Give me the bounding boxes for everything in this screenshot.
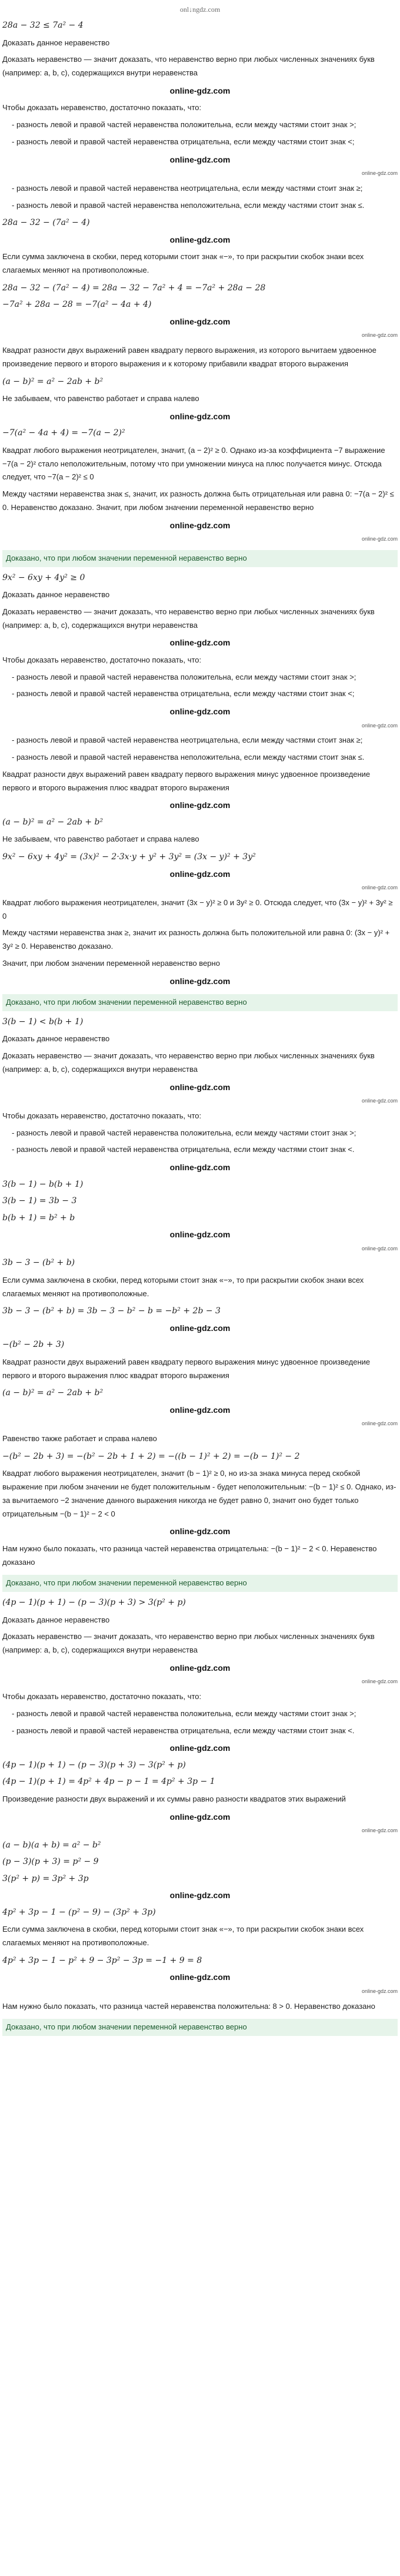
watermark-small: online-gdz.com	[361, 722, 398, 729]
watermark: online-gdz.com	[169, 1743, 231, 1753]
watermark: online-gdz.com	[169, 638, 231, 648]
text-line: Если сумма заключена в скобки, перед которыми стоит знак «−», то при раскрытии скобок знаки всех слагаемых меняют на противоположные.	[2, 1275, 364, 1298]
bullet-item: - разность левой и правой частей неравенства неположительна, если между частями стоит знак ≤.	[12, 751, 398, 764]
watermark: online-gdz.com	[169, 1663, 231, 1673]
task-header: Доказано, что при любом значении переменной неравенство верно	[2, 994, 398, 1011]
text-line: Чтобы доказать неравенство, достаточно показать, что:	[2, 1692, 202, 1701]
bullet-item: - разность левой и правой частей неравенства положительна, если между частями стоит знак >;	[12, 1707, 398, 1721]
bullet-item: - разность левой и правой частей неравенства отрицательна, если между частями стоит знак <.	[12, 1143, 398, 1157]
task-header: Доказано, что при любом значении переменной неравенство верно	[2, 2019, 398, 2036]
watermark-small: online-gdz.com	[361, 1988, 398, 1994]
math-line: −(b² − 2b + 3) = −(b² − 2b + 1 + 2) = −((b − 1)² + 2) = −(b − 1)² − 2	[2, 1451, 300, 1461]
math-line: b(b + 1) = b² + b	[2, 1213, 75, 1223]
text-line: Нам нужно было показать, что разница частей неравенства положительна: 8 > 0. Неравенство доказано	[2, 2001, 375, 2011]
text-line: Доказать данное неравенство	[2, 590, 110, 599]
proof-section	[2, 1575, 398, 2013]
text-line: Доказать неравенство — значит доказать, что неравенство верно при любых численных значениях букв (например: a, b, c), содержащихся внутри неравенства	[2, 607, 375, 630]
watermark: online-gdz.com	[169, 85, 231, 95]
math-line: −7(a² − 4a + 4) = −7(a − 2)²	[2, 428, 125, 438]
math-line: 3b − 3 − (b² + b)	[2, 1258, 75, 1268]
watermark: online-gdz.com	[169, 1163, 231, 1172]
math-line: 3(b − 1) < b(b + 1)	[2, 1017, 84, 1027]
text-line: Чтобы доказать неравенство, достаточно показать, что:	[2, 1111, 202, 1120]
watermark: online-gdz.com	[169, 1527, 231, 1537]
watermark-small: online-gdz.com	[361, 536, 398, 542]
math-line: (a − b)² = a² − 2ab + b²	[2, 817, 104, 827]
text-line: Произведение разности двух выражений и их суммы равно разности квадратов этих выражений	[2, 1794, 346, 1803]
math-line: 3(b − 1) − b(b + 1)	[2, 1179, 84, 1189]
math-line: 3(p² + p) = 3p² + 3p	[2, 1873, 89, 1883]
text-line: Доказать данное неравенство	[2, 1034, 110, 1044]
text-line: Если сумма заключена в скобки, перед которыми стоит знак «−», то при раскрытии скобок знаки всех слагаемых меняют на противоположные.	[2, 252, 364, 274]
bullet-item: - разность левой и правой частей неравенства отрицательна, если между частями стоит знак <;	[12, 687, 398, 701]
watermark: online-gdz.com	[169, 411, 231, 421]
proof-section	[2, 18, 398, 544]
math-line: −7a² + 28a − 28 = −7(a² − 4a + 4)	[2, 300, 152, 310]
text-line: Значит, при любом значении переменной неравенство верно	[2, 958, 220, 968]
math-line: −(b² − 2b + 3)	[2, 1340, 65, 1350]
site-logo: onl↓ngdz.com	[179, 5, 221, 14]
watermark: online-gdz.com	[169, 1323, 231, 1333]
text-line: Если сумма заключена в скобки, перед которыми стоит знак «−», то при раскрытии скобок знаки всех слагаемых меняют на противоположные.	[2, 1925, 364, 1947]
math-line: 28a − 32 − (7a² − 4)	[2, 218, 90, 228]
proof-section	[2, 994, 398, 1569]
text-line: Доказать неравенство — значит доказать, что неравенство верно при любых численных значениях букв (например: a, b, c), содержащихся внутри неравенства	[2, 1632, 375, 1654]
math-line: 4p² + 3p − 1 − (p² − 9) − (3p² + 3p)	[2, 1907, 156, 1917]
math-line: 3(b − 1) = 3b − 3	[2, 1196, 77, 1206]
text-line: Квадрат любого выражения неотрицателен, значит (3x − y)² ≥ 0 и 3y² ≥ 0. Отсюда следует, что (3x − y)² + 3y² ≥ 0	[2, 898, 393, 921]
bullet-item: - разность левой и правой частей неравенства неположительна, если между частями стоит знак ≤.	[12, 199, 398, 213]
watermark: online-gdz.com	[169, 1082, 231, 1092]
math-line: (a − b)(a + b) = a² − b²	[2, 1840, 101, 1850]
bullet-item: - разность левой и правой частей неравенства отрицательна, если между частями стоит знак <;	[12, 135, 398, 149]
proof-section	[2, 550, 398, 988]
watermark: online-gdz.com	[169, 1812, 231, 1822]
watermark-small: online-gdz.com	[361, 170, 398, 176]
math-line: (a − b)² = a² − 2ab + b²	[2, 1388, 104, 1398]
math-line: 28a − 32 − (7a² − 4) = 28a − 32 − 7a² + 4 = −7a² + 28a − 28	[2, 283, 266, 293]
watermark-small: online-gdz.com	[361, 1098, 398, 1104]
watermark-small: online-gdz.com	[361, 885, 398, 890]
math-line: (p − 3)(p + 3) = p² − 9	[2, 1857, 99, 1867]
text-line: Нам нужно было показать, что разница частей неравенства отрицательна: −(b − 1)² − 2 < 0. Неравенство доказано	[2, 1544, 377, 1567]
bullet-item: - разность левой и правой частей неравенства положительна, если между частями стоит знак >;	[12, 1127, 398, 1140]
math-line: 9x² − 6xy + 4y² ≥ 0	[2, 572, 85, 582]
bullet-item: - разность левой и правой частей неравенства неотрицательна, если между частями стоит знак ≥;	[12, 182, 398, 196]
math-line: (4p − 1)(p + 1) − (p − 3)(p + 3) − 3(p² + p)	[2, 1760, 186, 1770]
watermark: online-gdz.com	[169, 520, 231, 530]
text-line: Квадрат разности двух выражений равен квадрату первого выражения, из которого вычитаем удвоенное произведение первого и второго выражения и к которому прибавили квадрат второго выражения	[2, 346, 376, 368]
watermark: online-gdz.com	[169, 1230, 231, 1239]
watermark: online-gdz.com	[169, 800, 231, 810]
text-line: Квадрат разности двух выражений равен квадрату первого выражения минус удвоенное произведение первого и второго выражения плюс квадрат второго выражения	[2, 1357, 371, 1380]
text-line: Чтобы доказать неравенство, достаточно показать, что:	[2, 655, 202, 664]
watermark: online-gdz.com	[169, 707, 231, 716]
text-line: Доказать данное неравенство	[2, 38, 110, 47]
watermark-small: online-gdz.com	[361, 1678, 398, 1685]
bullet-item: - разность левой и правой частей неравенства положительна, если между частями стоит знак >;	[12, 118, 398, 132]
watermark: online-gdz.com	[169, 1890, 231, 1900]
text-line: Между частями неравенства знак ≤, значит, их разность должна быть отрицательная или равна 0: −7(a − 2)² ≤ 0. Неравенство доказано. Значит, при любом значении переменной неравенство верно	[2, 489, 394, 512]
text-line: Не забываем, что равенство работает и справа налево	[2, 394, 199, 403]
content	[2, 18, 398, 2036]
math-line: (a − b)² = a² − 2ab + b²	[2, 376, 104, 386]
text-line: Квадрат любого выражения неотрицателен, значит, (a − 2)² ≥ 0. Однако из-за коэффициента −7 выражение −7(a − 2)² стало неположительным, потому что при умножении минуса на плюс получается минус. Отсюда следует, что −7(a − 2)² ≤ 0	[2, 445, 385, 482]
watermark-small: online-gdz.com	[361, 1421, 398, 1427]
math-line: 9x² − 6xy + 4y² = (3x)² − 2·3x·y + y² + 3y² = (3x − y)² + 3y²	[2, 852, 256, 862]
bullet-item: - разность левой и правой частей неравенства отрицательна, если между частями стоит знак <.	[12, 1724, 398, 1738]
watermark-small: online-gdz.com	[361, 1827, 398, 1833]
task-header: Доказано, что при любом значении переменной неравенство верно	[2, 1575, 398, 1592]
text-line: Доказать неравенство — значит доказать, что неравенство верно при любых численных значениях букв (например: a, b, c), содержащихся внутри неравенства	[2, 1051, 375, 1074]
watermark-small: online-gdz.com	[361, 332, 398, 339]
text-line: Чтобы доказать неравенство, достаточно показать, что:	[2, 103, 202, 112]
math-line: 4p² + 3p − 1 − p² + 9 − 3p² − 3p = −1 + 9 = 8	[2, 1955, 202, 1965]
math-line: (4p − 1)(p + 1) − (p − 3)(p + 3) > 3(p² + p)	[2, 1598, 186, 1607]
text-line: Не забываем, что равенство работает и справа налево	[2, 835, 199, 844]
text-line: Между частями неравенства знак ≥, значит их разность должна быть положительной или равна 0: (3x − y)² + 3y² ≥ 0. Неравенство доказано.	[2, 928, 390, 951]
task-header: Доказано, что при любом значении переменной неравенство верно	[2, 550, 398, 567]
watermark: online-gdz.com	[169, 1405, 231, 1415]
proof-section	[2, 2019, 398, 2036]
text-line: Доказать данное неравенство	[2, 1615, 110, 1624]
text-line: Равенство также работает и справа налево	[2, 1434, 157, 1443]
watermark: online-gdz.com	[169, 1972, 231, 1982]
text-line: Квадрат разности двух выражений равен квадрату первого выражения минус удвоенное произведение первого и второго выражения плюс квадрат второго выражения	[2, 769, 371, 792]
math-line: (4p − 1)(p + 1) = 4p² + 4p − p − 1 = 4p² + 3p − 1	[2, 1777, 215, 1787]
watermark: online-gdz.com	[169, 316, 231, 326]
watermark: online-gdz.com	[169, 869, 231, 879]
text-line: Доказать неравенство — значит доказать, что неравенство верно при любых численных значениях букв (например: a, b, c), содержащихся внутри неравенства	[2, 55, 375, 77]
bullet-item: - разность левой и правой частей неравенства положительна, если между частями стоит знак >;	[12, 671, 398, 684]
math-line: 28a − 32 ≤ 7a² − 4	[2, 21, 84, 30]
watermark-small: online-gdz.com	[361, 1245, 398, 1251]
math-line: 3b − 3 − (b² + b) = 3b − 3 − b² − b = −b² + 2b − 3	[2, 1306, 221, 1316]
watermark: online-gdz.com	[169, 976, 231, 986]
bullet-item: - разность левой и правой частей неравенства неотрицательна, если между частями стоит знак ≥;	[12, 734, 398, 747]
text-line: Квадрат любого выражения неотрицателен, значит (b − 1)² ≥ 0, но из-за знака минуса перед скобкой выражение при любом значении не будет положительным - будет неположительным: −(b − 1)² ≤ 0. Однако, из-за вычитаемого −2 значение данного выражения никогда не будет равно 0, значит оно будет только отрицательным −(b − 1)² − 2 < 0	[2, 1469, 396, 1518]
watermark: online-gdz.com	[169, 154, 231, 164]
watermark: online-gdz.com	[169, 234, 231, 244]
